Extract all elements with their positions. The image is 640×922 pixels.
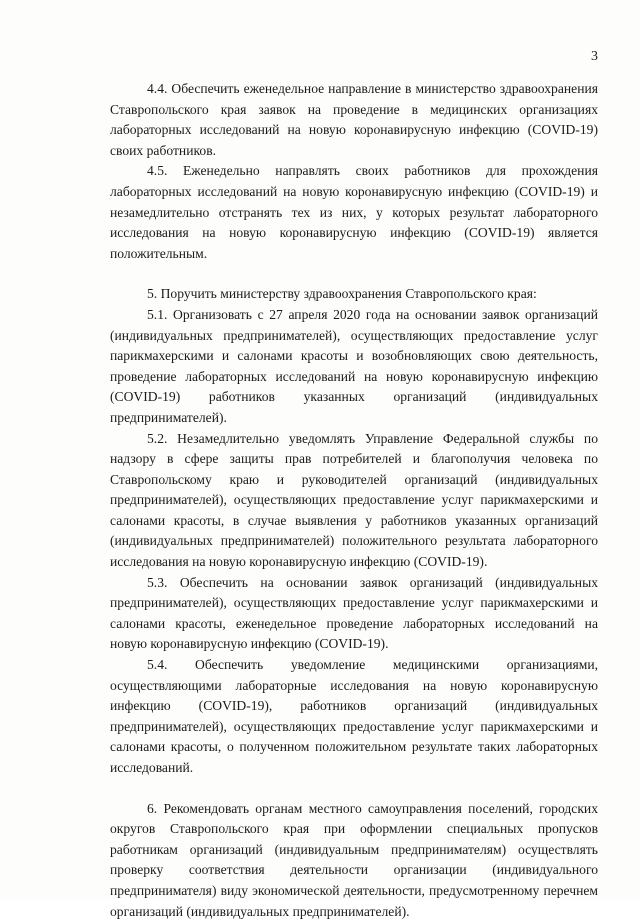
document-body <box>110 79 598 922</box>
paragraph-5-3: 5.3. Обеспечить на основании заявок организаций (индивидуальных предпринимателей), осуществляющих предоставление услуг парикмахерскими и салонами красоты, еженедельное проведение лабораторных исследований на новую коронавирусную инфекцию (COVID-19). <box>110 574 598 652</box>
paragraph-5-1: 5.1. Организовать с 27 апреля 2020 года на основании заявок организаций (индивидуальных предпринимателей), осуществляющих предоставление услуг парикмахерскими и салонами красоты и возобновляющих свою деятельность, проведение лабораторных исследований на новую коронавирусную инфекцию (COVID-19) работников указанных организаций (индивидуальных предпринимателей). <box>110 306 598 425</box>
paragraph-4-5: 4.5. Еженедельно направлять своих работников для прохождения лабораторных исследований на новую коронавирусную инфекцию (COVID-19) и незамедлительно отстранять тех из них, у которых результат лабораторного исследования на новую коронавирусную инфекцию (COVID-19) является положительным. <box>110 163 598 261</box>
paragraph-4-4: 4.4. Обеспечить еженедельное направление в министерство здравоохранения Ставропольского края заявок на проведение в медицинских организациях лабораторных исследований на новую коронавирусную инфекцию (COVID-19) своих работников. <box>110 81 598 158</box>
paragraph-6: 6. Рекомендовать органам местного самоуправления поселений, городских округов Ставропольского края при оформлении специальных пропусков работникам организаций (индивидуальным предпринимателям) осуществлять проверку соответствия деятельности организации (индивидуального предпринимателя) виду экономической деятельности, предусмотренному перечнем организаций (индивидуальных предпринимателей). <box>110 800 598 919</box>
paragraph-5: 5. Поручить министерству здравоохранения Ставропольского края: <box>147 286 537 302</box>
paragraph-5-2: 5.2. Незамедлительно уведомлять Управление Федеральной службы по надзору в сфере защиты прав потребителей и благополучия человека по Ставропольскому краю и руководителей организаций (индивидуальных предпринимателей), осуществляющих предоставление услуг парикмахерскими и салонами красоты, в случае выявления у работников указанных организаций (индивидуальных предпринимателей) положительного результата лабораторного исследования на новую коронавирусную инфекцию (COVID-19). <box>110 430 598 570</box>
page-number: 3 <box>591 49 598 64</box>
paragraph-5-4: 5.4. Обеспечить уведомление медицинскими организациями, осуществляющими лабораторные исследования на новую коронавирусную инфекцию (COVID-19), работников организаций (индивидуальных предпринимателей), осуществляющих предоставление услуг парикмахерскими и салонами красоты, о полученном положительном результате таких лабораторных исследований. <box>110 657 598 775</box>
